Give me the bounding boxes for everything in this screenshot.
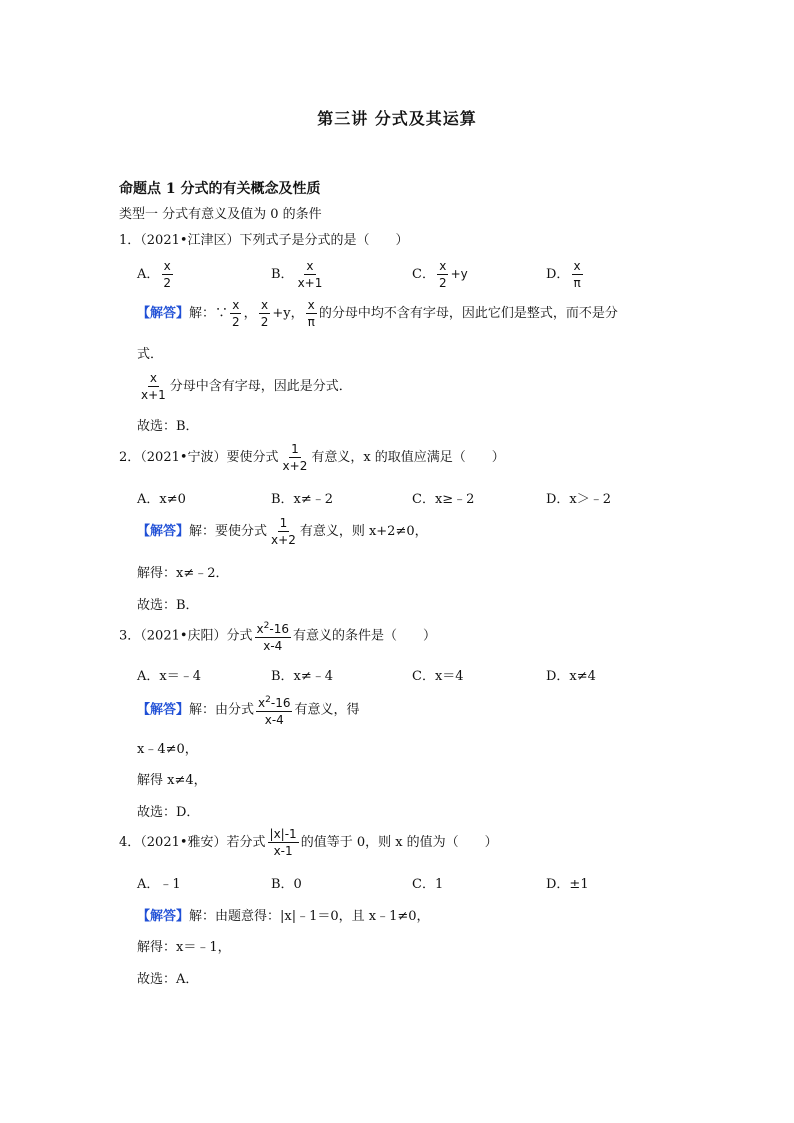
q2-option-a: A．x≠0 (137, 492, 186, 507)
q3-solution-line2: x﹣4≠0， (137, 742, 198, 757)
q4-solution-line2: 解得：x＝﹣1， (137, 940, 231, 955)
fraction: $\frac{x}{2}$ (260, 298, 269, 329)
q3-solution-line3: 解得 x≠4， (137, 773, 207, 788)
fraction: $\frac{x}{2}$ (232, 298, 240, 329)
q2-option-c: C．x≥﹣2 (412, 492, 475, 507)
q1-solution-line3: $\frac{x}{x+1}$ 分母中含有字母，因此是分式． (141, 371, 352, 402)
q2-solution-line1: 【解答】解：要使分式 $\frac{1}{x+2}$ 有意义，则 x+2≠0， (137, 516, 428, 547)
q2-solution-line2: 解得：x≠﹣2． (137, 566, 229, 581)
fraction: $\frac{x}{\pi}$ (573, 259, 581, 290)
fraction: $\frac{x^2-16}{x-4}$ (256, 692, 292, 728)
q3-option-c: C．x＝4 (412, 669, 464, 684)
fraction: $\frac{1}{x+2}$ (282, 442, 308, 473)
fraction: $\frac{x}{2}$ (163, 259, 172, 290)
q3-conclusion: 故选：D． (137, 805, 200, 820)
q1-option-a: A． $\frac{x}{2}$ (137, 259, 172, 290)
q1-solution-line2: 式． (137, 347, 164, 362)
q2-option-b: B．x≠﹣2 (271, 492, 334, 507)
q1-solution-line1: 【解答】解：∵ $\frac{x}{2}$ ， $\frac{x}{2}$ +y， $\frac{x}{\pi}$ 的分母中均不含有字母，因此它们是整式，而不是分 (137, 298, 618, 329)
subsection-heading: 类型一 分式有意义及值为 0 的条件 (119, 207, 322, 222)
q3-option-a: A．x＝﹣4 (137, 669, 201, 684)
q1-option-d: D． $\frac{x}{\pi}$ (546, 259, 581, 290)
q3-option-d: D．x≠4 (546, 669, 596, 684)
q4-solution-line1: 【解答】解：由题意得：|x|﹣1＝0，且 x﹣1≠0， (137, 909, 430, 924)
q4-option-a: A．﹣1 (137, 877, 181, 892)
q4-option-b: B．0 (271, 877, 302, 892)
fraction: $\frac{|x|-1}{x-1}$ (269, 827, 297, 858)
q3-solution-line1: 【解答】解：由分式 $\frac{x^2-16}{x-4}$ 有意义，得 (137, 692, 360, 728)
q1-stem: 1．（2021•江津区）下列式子是分式的是（ ） (119, 233, 409, 248)
fraction: $\frac{x}{2}$ (438, 259, 447, 290)
q4-conclusion: 故选：A． (137, 972, 199, 987)
q4-option-c: C．1 (412, 877, 444, 892)
section-heading: 命题点 1 分式的有关概念及性质 (119, 181, 321, 197)
fraction: $\frac{x^2-16}{x-4}$ (255, 618, 291, 654)
q3-option-b: B．x≠﹣4 (271, 669, 334, 684)
fraction: $\frac{x}{x+1}$ (141, 371, 166, 402)
q4-stem: 4．（2021•雅安）若分式 $\frac{|x|-1}{x-1}$ 的值等于 0，则 x 的值为（ ） (119, 827, 498, 858)
fraction: $\frac{x}{\pi}$ (307, 298, 315, 329)
q2-option-d: D．x＞﹣2 (546, 492, 612, 507)
q1-option-b: B． $\frac{x}{x+1}$ (271, 259, 323, 290)
page-title: 第三讲 分式及其运算 (317, 109, 477, 128)
fraction: $\frac{1}{x+2}$ (271, 516, 296, 547)
q2-stem: 2．（2021•宁波）要使分式 $\frac{1}{x+2}$ 有意义，x 的取值应满足（ ） (119, 442, 505, 473)
q1-option-c: C． $\frac{x}{2}$ +y (412, 259, 468, 290)
fraction: $\frac{x}{x+1}$ (297, 259, 323, 290)
q1-conclusion: 故选：B． (137, 419, 199, 434)
q4-option-d: D．±1 (546, 877, 589, 892)
q3-stem: 3．（2021•庆阳）分式 $\frac{x^2-16}{x-4}$ 有意义的条件是（ ） (119, 618, 436, 654)
q2-conclusion: 故选：B． (137, 598, 199, 613)
